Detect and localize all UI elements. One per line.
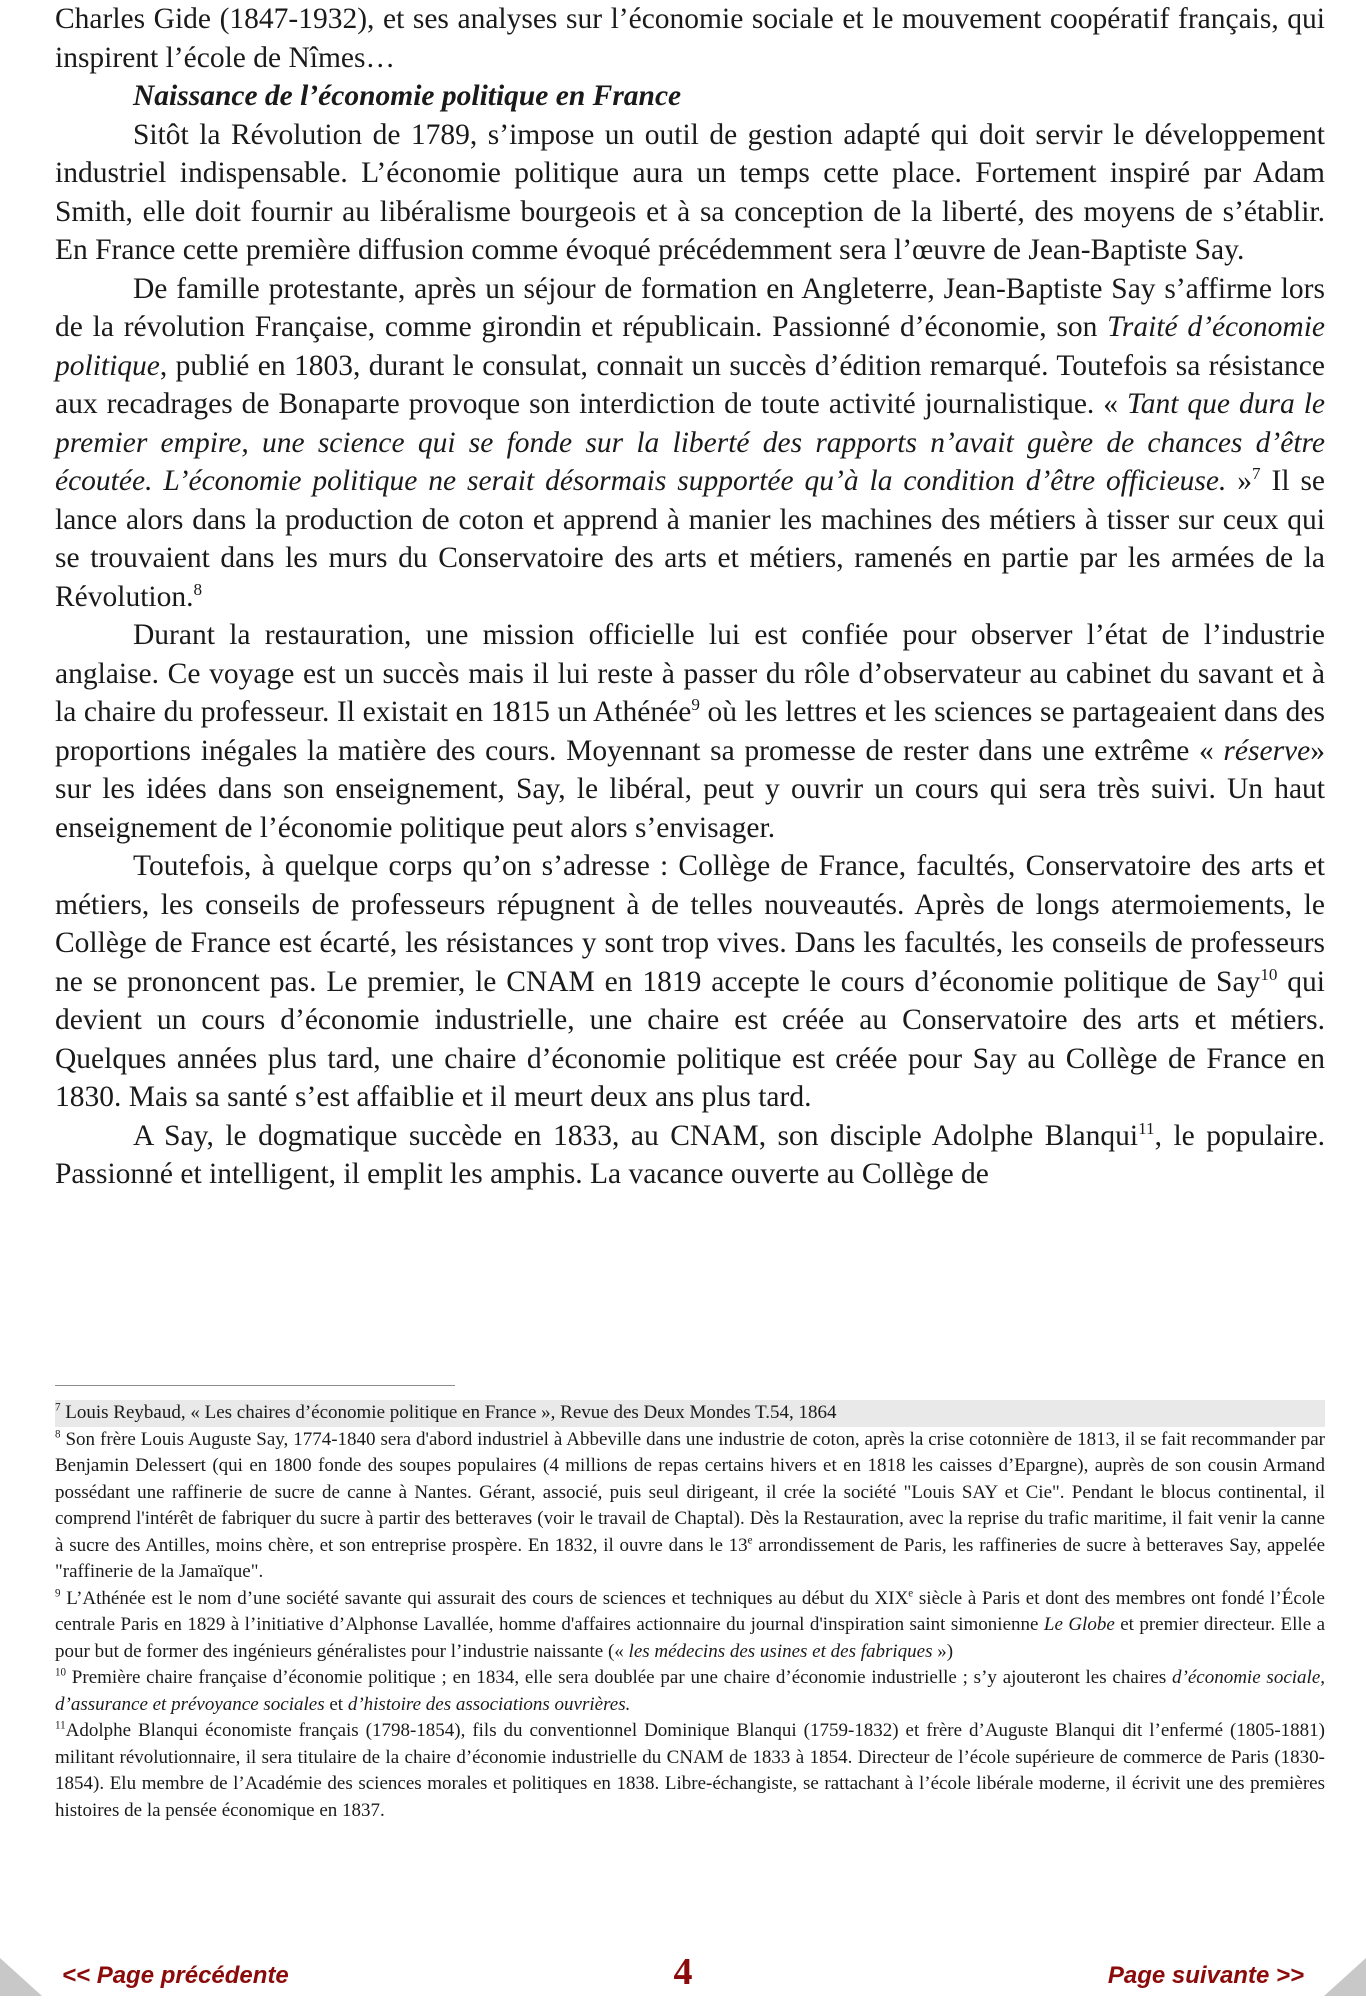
text-run: Il se lance alors dans la production de coton et apprend à manier les machines des métiers à tisser sur ceux qui se trouvaient dans les murs du Conservatoire des arts et métiers, ramenés en partie par les armées de la Révolution. <box>55 465 1326 613</box>
text-run: , le populaire. Passionné et intelligent, il emplit les amphis. La vacance ouverte au Collège de <box>55 1119 1325 1190</box>
text-run: où les lettres et les sciences se partageaient dans des proportions inégales la matière des cours. Moyennant sa promesse de rester dans une extrême « <box>55 696 1325 767</box>
footnote-text: Première chaire française d’économie politique ; en 1834, elle sera doublée par une chaire d’économie industrielle ; s’y ajouteront les chaires <box>66 1667 1173 1688</box>
footnote-text: arrondissement de Paris, les raffineries de sucre à betteraves Say, appelée "raffinerie de la Jamaïque". <box>55 1534 1325 1582</box>
italic-medecins: les médecins des usines et des fabriques <box>628 1640 933 1662</box>
section-heading: Naissance de l’économie politique en France <box>133 80 682 112</box>
footnote-separator <box>55 1385 455 1386</box>
footnote-9 <box>55 1586 1325 1666</box>
footnotes <box>55 1400 1325 1824</box>
paragraph-blanqui <box>55 1117 1325 1194</box>
italic-le-globe: Le Globe <box>1043 1614 1115 1635</box>
paragraph-intro-continued <box>55 0 1325 77</box>
ordinal-suffix: e <box>747 1534 753 1547</box>
footnote-ref-11[interactable]: 11 <box>1138 1118 1155 1138</box>
footnote-7 <box>55 1400 1325 1427</box>
text-run: A Say, le dogmatique succède en 1833, au CNAM, son disciple Adolphe Blanqui <box>133 1119 1139 1152</box>
paragraph-revolution <box>55 116 1325 270</box>
footnote-text: L’Athénée est le nom d’une société savante qui assurait des cours de sciences et techniques au début du XIX <box>60 1587 909 1609</box>
text-run: » sur les idées dans son enseignement, Say, le libéral, peut y ouvrir un cours qui sera très suivi. Un haut enseignement de l’économie politique peut alors s’envisager. <box>55 734 1325 844</box>
previous-page-link[interactable]: << Page précédente <box>62 1962 289 1989</box>
page-number: 4 <box>673 1951 693 1993</box>
italic-associations: d’histoire des associations ouvrières. <box>347 1693 631 1715</box>
italic-reserve: réserve <box>1223 734 1311 767</box>
page-body <box>55 0 1325 1194</box>
footnote-10 <box>55 1665 1325 1718</box>
text-run: Toutefois, à quelque corps qu’on s’adresse : Collège de France, facultés, Conservatoire des arts et métiers, les conseils de professeurs répugnent à de telles nouveautés. Après de longs atermoiements, le Collège de France est écarté, les résistances y sont trop vives. Dans les facultés, les conseils de professeurs ne se prononcent pas. Le premier, le CNAM en 1819 accepte le cours d’économie politique de Say <box>55 850 1325 998</box>
footnote-number: 9 <box>55 1587 61 1600</box>
footnote-ref-8[interactable]: 8 <box>193 579 203 599</box>
text-run: De famille protestante, après un séjour de formation en Angleterre, Jean-Baptiste Say s’affirme lors de la révolution Française, comme girondin et républicain. Passionné d’économie, son <box>55 272 1325 343</box>
footnote-text: Louis Reybaud, « Les chaires d’économie politique en France », Revue des Deux Mondes T.54, 1864 <box>60 1402 837 1423</box>
footnote-ref-9[interactable]: 9 <box>691 695 700 715</box>
footnote-8 <box>55 1427 1325 1586</box>
footnote-text: Son frère Louis Auguste Say, 1774-1840 sera d'abord industriel à Abbeville dans une industrie de coton, après la crise cotonnière de 1813, il se fait recommander par Benjamin Delessert (qui en 1800 fonde des soupes populaires (4 millions de repas certains hivers et en 1818 les caisses d’Epargne), auprès de son cousin Armand possédant une raffinerie de sucre de canne à Nantes. Gérant, associé, puis seul dirigeant, il crée la société "Louis SAY et Cie". Pendant le blocus continental, il comprend l'intérêt de fabriquer du sucre à partir des betteraves (voir le travail de Chaptal). Dès la Restauration, avec la reprise du trafic maritime, il fait venir la canne à sucre des Antilles, moins chère, et son entreprise prospère. En 1832, il ouvre dans le 13 <box>55 1428 1325 1556</box>
footnote-number: 11 <box>55 1719 66 1732</box>
footnote-number: 10 <box>55 1666 67 1679</box>
text-run: , publié en 1803, durant le consulat, connait un succès d’édition remarqué. Toutefois sa résistance aux recadrages de Bonaparte provoque son interdiction de toute activité journalistique. « <box>55 349 1325 420</box>
italic-quote: Tant que dura le premier empire, une science qui se fonde sur la liberté des rapports n’avait guère de chances d’être écoutée. L’économie politique ne serait désormais supportée qu’à la condition d’être officieuse. <box>55 388 1325 497</box>
footnote-11 <box>55 1718 1325 1824</box>
footnote-ref-10[interactable]: 10 <box>1260 964 1278 984</box>
footnote-text: Adolphe Blanqui économiste français (1798-1854), fils du conventionnel Dominique Blanqui (1759-1832) et frère d’Auguste Blanqui dit l’enfermé (1805-1881) militant révolutionnaire, il sera titulaire de la chaire d’économie industrielle du CNAM de 1833 à 1854. Directeur de l’école supérieure de commerce de Paris (1830-1854). Elu membre de l’Académie des sciences morales et politiques en 1838. Libre-échangiste, se rattachant à l’école libérale moderne, il écrivit une des premières histoires de la pensée économique en 1837. <box>55 1720 1325 1821</box>
footnote-text: et premier directeur. Elle a pour but de former des ingénieurs généralistes pour l’industrie naissante (« <box>55 1614 1325 1662</box>
footnote-text: siècle à Paris et dont des membres ont fondé l’École centrale Paris en 1829 à l’initiative d’Alphonse Lavallée, homme d'affaires actionnaire du journal d'inspiration saint simonienne <box>55 1587 1325 1635</box>
paragraph-say-biography <box>55 270 1325 617</box>
text-run: qui devient un cours d’économie industrielle, une chaire est créée au Conservatoire des arts et métiers. Quelques années plus tard, une chaire d’économie politique est créée pour Say au Collège de France en 1830. Mais sa santé s’est affaiblie et il meurt deux ans plus tard. <box>55 965 1325 1113</box>
text-run: Durant la restauration, une mission officielle lui est confiée pour observer l’état de l’industrie anglaise. Ce voyage est un succès mais il lui reste à passer du rôle d’observateur au cabinet du savant et à la chaire du professeur. Il existait en 1815 un Athénée <box>55 619 1325 728</box>
footnote-number: 8 <box>55 1428 61 1441</box>
paragraph-restauration <box>55 616 1325 847</box>
footnote-number: 7 <box>55 1401 61 1414</box>
text-run: Sitôt la Révolution de 1789, s’impose un outil de gestion adapté qui doit servir le développement industriel indispensable. L’économie politique aura un temps cette place. Fortement inspiré par Adam Smith, elle doit fournir au libéralisme bourgeois et à sa conception de la liberté, des moyens de s’établir. En France cette première diffusion comme évoqué précédemment sera l’œuvre de Jean-Baptiste Say. <box>55 118 1325 266</box>
page-curl-right-icon[interactable] <box>1324 1958 1366 1996</box>
footnote-ref-7[interactable]: 7 <box>1252 464 1261 484</box>
next-page-link[interactable]: Page suivante >> <box>1107 1962 1304 1989</box>
text-run: » <box>1226 465 1253 497</box>
footnote-text: et <box>324 1693 348 1715</box>
footnote-text: ») <box>932 1640 954 1662</box>
text-run: Charles Gide (1847-1932), et ses analyses sur l’économie sociale et le mouvement coopératif français, qui inspirent l’école de Nîmes… <box>55 3 1325 74</box>
paragraph-institutions <box>55 847 1325 1117</box>
italic-chaires: d’économie sociale, d’assurance et prévoyance sociales <box>55 1667 1326 1715</box>
ordinal-suffix: e <box>908 1587 914 1600</box>
page-footer <box>0 1950 1366 2000</box>
italic-title-traite: Traité d’économie politique <box>55 311 1325 382</box>
